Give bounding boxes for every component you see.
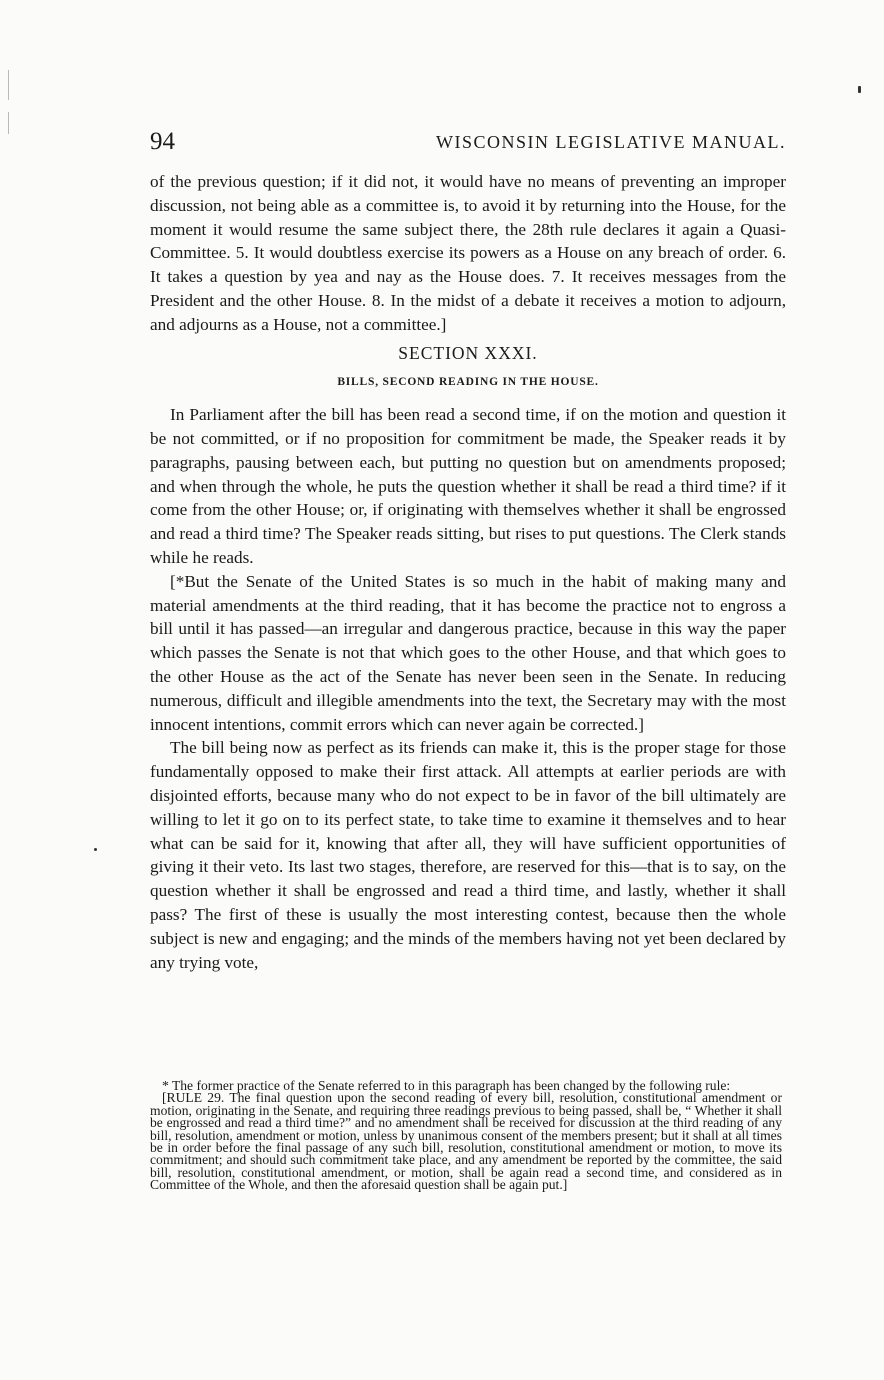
body-paragraph: The bill being now as perfect as its friends can make it, this is the proper stage for those fundamentally opposed to make their first attack. All attempts at earlier periods are with disjointed efforts, because many who do not expect to be in favor of the bill ultimately are willing to let it go on to its perfect state, to take time to examine it themselves and to hear what can be said for it, knowing that after all, they will have sufficient opportunities of giving it their veto. Its last two stages, therefore, are reserved for this—that is to say, on the question whether it shall be engrossed and read a third time, and lastly, whether it shall pass? The first of these is usually the most interesting contest, because then the whole subject is new and engaging; and the minds of the members having not yet been declared by any trying vote, <box>150 738 786 972</box>
footnote-intro: * The former practice of the Senate referred to in this paragraph has been changed by the following rule: <box>162 1078 731 1093</box>
footnote <box>150 1080 782 1192</box>
scan-margin-mark <box>8 112 9 134</box>
main-text <box>150 170 786 974</box>
page-header <box>150 128 786 162</box>
body-paragraph: In Parliament after the bill has been read a second time, if on the motion and question it be not committed, or if no proposition for commitment be made, the Speaker reads it by paragraphs, pausing between each, but putting no question but on amendments proposed; and when through the whole, he puts the question whether it shall be read a third time? if it come from the other House; or, if originating with themselves whether it shall be engrossed and read a third time? The Speaker reads sitting, but rises to put questions. The Clerk stands while he reads. <box>150 405 786 567</box>
section-subheading: BILLS, SECOND READING IN THE HOUSE. <box>337 376 599 389</box>
body-paragraph: [*But the Senate of the United States is so much in the habit of making many and material amendments at the third reading, that it has become the practice not to engross a bill until it has passed—an irregular and dangerous practice, because in this way the paper which passes the Senate is not that which goes to the other House, and that which goes to the other House as the act of the Senate has never been seen in the Senate. In reducing numerous, difficult and illegible amendments into the text, the Secretary may with the most innocent intentions, commit errors which can never again be corrected.] <box>150 571 786 734</box>
page-number: 94 <box>150 128 175 155</box>
scan-speck <box>94 848 97 851</box>
body-paragraph: of the previous question; if it did not, it would have no means of preventing an improper discussion, not being able as a committee is, to avoid it by returning into the House, for the moment it would resume the same subject there, the 28th rule declares it again a Quasi-Committee. 5. It would doubtless exercise its powers as a House on any breach of order. 6. It takes a question by yea and nay as the House does. 7. It receives messages from the President and the other House. 8. In the midst of a debate it receives a motion to adjourn, and adjourns as a House, not a committee.] <box>150 172 786 334</box>
section-heading: SECTION XXXI. <box>398 342 538 363</box>
footnote-rule: [RULE 29. The final question upon the second reading of every bill, resolution, constitutional amendment or motion, originating in the Senate, and requiring three readings previous to being passed, shall be, “ Whether it shall be engrossed and read a third time?” and no amendment shall be received for discussion at the third reading of any bill, resolution, amendment or motion, unless by unanimous consent of the members present; but it shall at all times be in order before the final passage of any such bill, resolution, constitutional amendment or motion, to move its commitment; and should such commitment take place, and any amendment be reported by the committee, the said bill, resolution, constitutional amendment, or motion, shall be again read a second time, and considered as in Committee of the Whole, and then the aforesaid question shall be again put.] <box>150 1090 782 1193</box>
scan-speck <box>858 86 861 93</box>
scan-margin-mark <box>8 70 9 100</box>
running-title: WISCONSIN LEGISLATIVE MANUAL. <box>436 132 786 152</box>
